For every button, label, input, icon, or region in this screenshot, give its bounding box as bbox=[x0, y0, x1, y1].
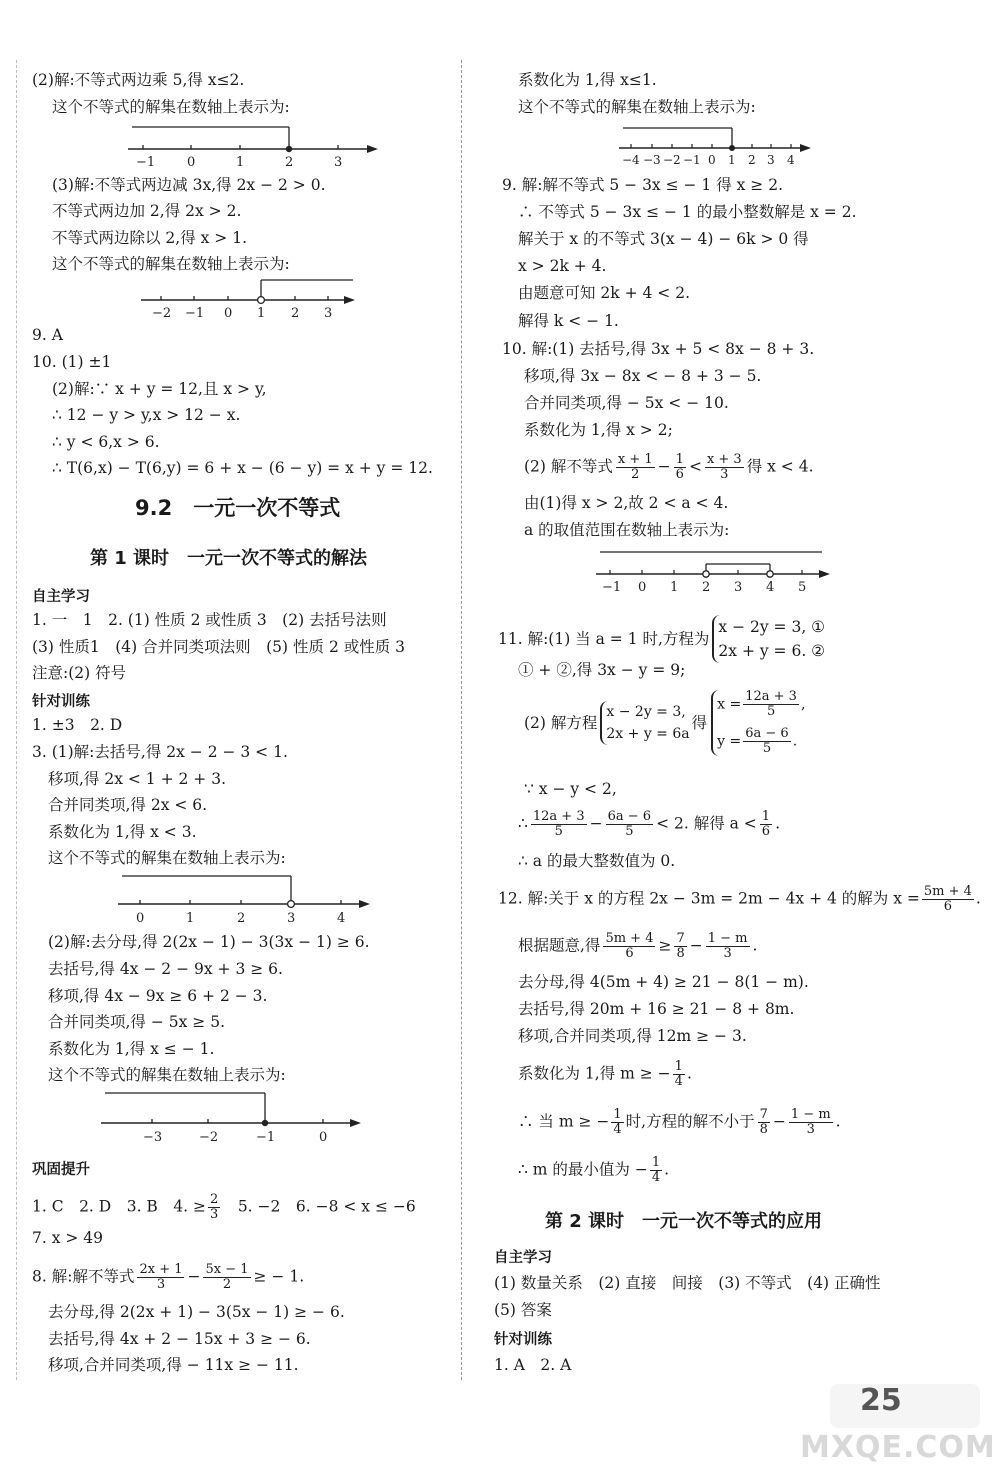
fraction-numerator: 12a + 3 bbox=[532, 809, 585, 824]
fraction bbox=[208, 1193, 220, 1222]
q12-prefix: 12. 解:关于 x 的方程 2x − 3m = 2m − 4x + 4 的解为 x = bbox=[498, 889, 920, 908]
tick-label: 2 bbox=[748, 153, 756, 167]
text-line bbox=[518, 1156, 669, 1185]
text-line bbox=[498, 615, 825, 663]
fraction-numerator: 2x + 1 bbox=[139, 1262, 183, 1277]
text-line: 合并同类项,得 − 5x ≥ 5. bbox=[48, 1013, 226, 1031]
text-line: ∴ 12 − y > y,x > 12 − x. bbox=[52, 406, 241, 424]
fraction-numerator: 5m + 4 bbox=[923, 884, 972, 899]
tick-label: −1 bbox=[256, 1130, 276, 1145]
text-line: 1. 一 1 2. (1) 性质 2 或性质 3 (2) 去括号法则 bbox=[32, 611, 387, 629]
section-title: 9.2 一元一次不等式 bbox=[135, 496, 341, 520]
text-line: 移项,得 3x − 8x < − 8 + 3 − 5. bbox=[524, 367, 762, 385]
q10b-prefix: (2) 解不等式 bbox=[524, 457, 613, 476]
section-label: 自主学习 bbox=[494, 1250, 552, 1266]
text-line: 这个不等式的解集在数轴上表示为: bbox=[518, 98, 756, 116]
therefore: ∴ bbox=[518, 814, 528, 833]
number-line bbox=[120, 118, 390, 170]
tick-label: −1 bbox=[185, 306, 205, 321]
text-line: (2)解:∵ x + y = 12,且 x > y, bbox=[52, 380, 267, 398]
operator: − bbox=[772, 1112, 786, 1131]
tick-label: 1 bbox=[186, 911, 195, 926]
text-line: 去分母,得 2(2x + 1) − 3(5x − 1) ≥ − 6. bbox=[48, 1303, 345, 1321]
text-line: x > 2k + 4. bbox=[518, 257, 607, 275]
tick-label: 2 bbox=[237, 911, 246, 926]
fraction bbox=[706, 932, 750, 961]
punct: . bbox=[835, 1112, 841, 1131]
operator: − bbox=[689, 936, 703, 955]
fraction-numerator: 1 bbox=[651, 1155, 661, 1170]
watermark: MXQE.COM bbox=[800, 1430, 996, 1465]
fraction bbox=[673, 1060, 685, 1089]
tick-label: 4 bbox=[337, 911, 346, 926]
fraction-numerator: 1 − m bbox=[707, 931, 748, 946]
text-line: (1) 数量关系 (2) 直接 间接 (3) 不等式 (4) 正确性 bbox=[494, 1274, 881, 1292]
tick-label: 3 bbox=[767, 153, 775, 167]
text-line: 系数化为 1,得 x < 3. bbox=[48, 823, 197, 841]
solution-row bbox=[717, 690, 805, 719]
text-line: ∴ T(6,x) − T(6,y) = 6 + x − (6 − y) = x + y = 12. bbox=[52, 459, 433, 477]
section-label: 针对训练 bbox=[32, 694, 90, 710]
tick-label: 2 bbox=[285, 155, 294, 170]
lhs: x = bbox=[717, 696, 742, 713]
operator: ≥ bbox=[658, 936, 672, 955]
section-label: 自主学习 bbox=[32, 589, 90, 605]
fraction bbox=[758, 1108, 770, 1137]
tick-label: −2 bbox=[152, 306, 172, 321]
fraction-numerator: 1 bbox=[674, 1059, 683, 1074]
tick-label: −2 bbox=[663, 153, 681, 167]
tick-label: 1 bbox=[728, 153, 736, 167]
punct: . bbox=[975, 889, 981, 908]
fraction bbox=[203, 1263, 250, 1292]
fraction-denominator: 3 bbox=[723, 946, 732, 961]
fraction-numerator: 1 − m bbox=[790, 1107, 831, 1122]
tick-label: 3 bbox=[334, 155, 343, 170]
fraction-numerator: 12a + 3 bbox=[745, 689, 797, 704]
tick-label: 0 bbox=[708, 153, 716, 167]
fraction-denominator: 4 bbox=[651, 1170, 661, 1185]
operator: − bbox=[657, 457, 671, 476]
text-line: 移项,合并同类项,得 12m ≥ − 3. bbox=[518, 1027, 747, 1045]
fraction-numerator: 7 bbox=[676, 931, 685, 946]
fraction bbox=[705, 453, 744, 482]
fraction-numerator: 5x − 1 bbox=[205, 1262, 249, 1277]
equation-system bbox=[712, 615, 825, 663]
q12-coef: 系数化为 1,得 m ≥ − bbox=[518, 1064, 671, 1083]
fraction-denominator: 3 bbox=[720, 467, 729, 482]
q11-prefix: 11. 解:(1) 当 a = 1 时,方程为 bbox=[498, 630, 710, 648]
equation: x − 2y = 3, bbox=[606, 704, 686, 720]
fraction-denominator: 5 bbox=[554, 824, 563, 839]
q12-when-mid: 时,方程的解不小于 bbox=[625, 1112, 755, 1131]
solution-system bbox=[711, 690, 805, 756]
tick-label: 4 bbox=[787, 153, 795, 167]
fraction-denominator: 3 bbox=[210, 1207, 219, 1222]
text-line: (2)解:不等式两边乘 5,得 x≤2. bbox=[32, 71, 245, 89]
fraction-denominator: 5 bbox=[762, 741, 772, 756]
tick-label: −4 bbox=[622, 153, 640, 167]
fraction-denominator: 6 bbox=[761, 824, 771, 839]
text-line: ∴ a 的最大整数值为 0. bbox=[518, 852, 676, 870]
lhs: y = bbox=[717, 733, 742, 750]
q12-when: ∴ 当 m ≥ − bbox=[518, 1112, 610, 1131]
fraction-denominator: 5 bbox=[625, 824, 634, 839]
fraction-denominator: 2 bbox=[222, 1277, 232, 1292]
tick-label: 3 bbox=[287, 911, 296, 926]
fraction bbox=[674, 453, 686, 482]
text-line: 去括号,得 4x − 2 − 9x + 3 ≥ 6. bbox=[48, 960, 283, 978]
text-line: 这个不等式的解集在数轴上表示为: bbox=[52, 98, 290, 116]
fraction-denominator: 3 bbox=[806, 1122, 815, 1137]
text-line: 不等式两边加 2,得 2x > 2. bbox=[52, 202, 242, 220]
fraction-numerator: 1 bbox=[675, 452, 684, 467]
fraction-numerator: 7 bbox=[759, 1107, 768, 1122]
text-line bbox=[32, 1193, 416, 1222]
tick-label: −1 bbox=[683, 153, 701, 167]
fraction-denominator: 4 bbox=[613, 1122, 622, 1137]
operator: − bbox=[589, 814, 603, 833]
equation-system bbox=[600, 701, 689, 745]
fraction bbox=[922, 885, 974, 914]
text-line: 系数化为 1,得 x ≤ − 1. bbox=[48, 1040, 215, 1058]
fraction bbox=[606, 810, 653, 839]
text-line: 3. (1)解:去括号,得 2x − 2 − 3 < 1. bbox=[32, 743, 288, 761]
tick-label: −3 bbox=[143, 1130, 163, 1145]
fraction bbox=[137, 1263, 184, 1292]
text-line: 由(1)得 x > 2,故 2 < a < 4. bbox=[524, 494, 729, 512]
fraction bbox=[674, 932, 686, 961]
fraction bbox=[743, 690, 799, 719]
fraction bbox=[603, 932, 655, 961]
fraction-denominator: 3 bbox=[156, 1277, 166, 1292]
text-line bbox=[524, 453, 814, 482]
text-line: 1. ±3 2. D bbox=[32, 716, 123, 734]
text-line: 10. 解:(1) 去括号,得 3x + 5 < 8x − 8 + 3. bbox=[502, 340, 815, 358]
text-line: 系数化为 1,得 x≤1. bbox=[518, 71, 657, 89]
punct: . bbox=[775, 814, 780, 833]
operator: < bbox=[688, 457, 702, 476]
punct: , bbox=[800, 696, 806, 713]
fraction-denominator: 6 bbox=[625, 946, 634, 961]
tick-label: 2 bbox=[702, 580, 711, 595]
tick-label: 0 bbox=[224, 306, 233, 321]
fraction-denominator: 8 bbox=[676, 946, 685, 961]
text-line: ∴ y < 6,x > 6. bbox=[52, 433, 160, 451]
fraction-numerator: 2 bbox=[210, 1192, 219, 1207]
number-line bbox=[615, 122, 820, 170]
text-line bbox=[518, 810, 780, 839]
punct: . bbox=[686, 1064, 692, 1083]
fraction-denominator: 8 bbox=[759, 1122, 768, 1137]
q12-min: ∴ m 的最小值为 − bbox=[518, 1160, 648, 1179]
text-line: 7. x > 49 bbox=[32, 1229, 104, 1247]
tick-label: 1 bbox=[257, 306, 266, 321]
text-line: (2)解:去分母,得 2(2x − 1) − 3(3x − 1) ≥ 6. bbox=[48, 933, 370, 951]
equation: 2x + y = 6. ② bbox=[718, 642, 826, 660]
tick-label: −3 bbox=[643, 153, 661, 167]
tick-label: 1 bbox=[236, 155, 245, 170]
equation: 2x + y = 6a bbox=[606, 726, 690, 742]
text-line: 由题意可知 2k + 4 < 2. bbox=[518, 284, 691, 302]
watermark-badge bbox=[830, 1384, 980, 1428]
section-label: 针对训练 bbox=[494, 1332, 552, 1348]
text-line: 系数化为 1,得 x > 2; bbox=[524, 421, 673, 439]
fraction-denominator: 6 bbox=[943, 899, 953, 914]
text-line bbox=[518, 1108, 841, 1137]
text-line: 合并同类项,得 − 5x < − 10. bbox=[524, 394, 729, 412]
text-line: ∵ x − y < 2, bbox=[524, 780, 617, 798]
text-line: 这个不等式的解集在数轴上表示为: bbox=[48, 849, 286, 867]
fraction bbox=[743, 727, 790, 756]
punct: . bbox=[792, 733, 798, 750]
text-line: 这个不等式的解集在数轴上表示为: bbox=[52, 255, 290, 273]
text-line bbox=[518, 1060, 692, 1089]
fraction-denominator: 5 bbox=[766, 704, 776, 719]
tick-label: 0 bbox=[319, 1130, 328, 1145]
text-line: 移项,得 4x − 9x ≥ 6 + 2 − 3. bbox=[48, 987, 268, 1005]
text-line bbox=[518, 932, 757, 961]
fraction-numerator: x + 3 bbox=[706, 452, 742, 467]
q12-l2-prefix: 根据题意,得 bbox=[518, 936, 601, 955]
punct: . bbox=[664, 1160, 670, 1179]
q11-mid: < 2. 解得 a < bbox=[656, 814, 757, 833]
fraction-numerator: 6a − 6 bbox=[745, 726, 789, 741]
text-line: (3)解:不等式两边减 3x,得 2x − 2 > 0. bbox=[52, 176, 326, 194]
text-line: ∴ 不等式 5 − 3x ≤ − 1 的最小整数解是 x = 2. bbox=[518, 203, 857, 221]
text-line: 解关于 x 的不等式 3(x − 4) − 6k > 0 得 bbox=[518, 230, 809, 248]
page-number: 25 bbox=[860, 1383, 902, 1418]
text-line: 不等式两边除以 2,得 x > 1. bbox=[52, 229, 248, 247]
fraction-numerator: x + 1 bbox=[617, 452, 653, 467]
fraction bbox=[650, 1156, 662, 1185]
fraction bbox=[611, 1108, 623, 1137]
fraction-denominator: 6 bbox=[675, 467, 684, 482]
tick-label: 0 bbox=[136, 911, 145, 926]
tick-label: 0 bbox=[187, 155, 196, 170]
text-line: 去括号,得 20m + 16 ≥ 21 − 8 + 8m. bbox=[518, 1000, 795, 1018]
fraction-denominator: 4 bbox=[674, 1074, 683, 1089]
lesson-title: 第 1 课时 一元一次不等式的解法 bbox=[90, 548, 368, 569]
text-line bbox=[32, 1263, 304, 1292]
lesson-title: 第 2 课时 一元一次不等式的应用 bbox=[545, 1211, 823, 1232]
text-line: 1. A 2. A bbox=[494, 1356, 572, 1374]
text-line: 10. (1) ±1 bbox=[32, 353, 112, 371]
number-line bbox=[95, 1085, 375, 1145]
fraction-denominator: 2 bbox=[631, 467, 640, 482]
tick-label: 1 bbox=[670, 580, 679, 595]
text-line: 注意:(2) 符号 bbox=[32, 664, 127, 682]
tick-label: 2 bbox=[291, 306, 300, 321]
section-label: 巩固提升 bbox=[32, 1162, 90, 1178]
operator: − bbox=[187, 1267, 201, 1286]
text-line: 去分母,得 4(5m + 4) ≥ 21 − 8(1 − m). bbox=[518, 973, 809, 991]
text-line: 解得 k < − 1. bbox=[518, 312, 619, 330]
text-line: 移项,得 2x < 1 + 2 + 3. bbox=[48, 770, 226, 788]
tick-label: −1 bbox=[136, 155, 156, 170]
tick-label: 5 bbox=[798, 580, 807, 595]
text-line: 9. A bbox=[32, 326, 63, 344]
q10b-tail: 得 x < 4. bbox=[746, 457, 814, 476]
equation: x − 2y = 3, ① bbox=[718, 618, 826, 636]
q11b-get: 得 bbox=[691, 714, 708, 732]
q8-tail: ≥ − 1. bbox=[253, 1267, 305, 1286]
fraction-numerator: 1 bbox=[613, 1107, 622, 1122]
tick-label: 4 bbox=[766, 580, 775, 595]
q11b-prefix: (2) 解方程 bbox=[524, 714, 598, 732]
text-line: a 的取值范围在数轴上表示为: bbox=[524, 521, 730, 539]
text-line: (5) 答案 bbox=[494, 1301, 552, 1319]
number-line bbox=[112, 870, 382, 926]
punct: . bbox=[752, 936, 758, 955]
text-line: 去括号,得 4x + 2 − 15x + 3 ≥ − 6. bbox=[48, 1330, 311, 1348]
text-line: 这个不等式的解集在数轴上表示为: bbox=[48, 1066, 286, 1084]
fraction-numerator: 5m + 4 bbox=[605, 931, 654, 946]
answers-tail: 5. −2 6. −8 < x ≤ −6 bbox=[222, 1197, 416, 1216]
text-line bbox=[498, 885, 981, 914]
tick-label: −1 bbox=[602, 580, 622, 595]
fraction bbox=[789, 1108, 833, 1137]
binding-edge bbox=[16, 60, 17, 1380]
fraction bbox=[531, 810, 587, 839]
number-line bbox=[592, 545, 842, 597]
tick-label: 3 bbox=[324, 306, 333, 321]
text-line: 合并同类项,得 2x < 6. bbox=[48, 796, 208, 814]
fraction-numerator: 1 bbox=[761, 809, 771, 824]
fraction bbox=[760, 810, 772, 839]
solution-row bbox=[717, 727, 805, 756]
text-line: 移项,合并同类项,得 − 11x ≥ − 11. bbox=[48, 1356, 299, 1374]
tick-label: 0 bbox=[638, 580, 647, 595]
text-line bbox=[524, 690, 805, 756]
text-line: ① + ②,得 3x − y = 9; bbox=[518, 661, 686, 679]
fraction-numerator: 6a − 6 bbox=[607, 809, 652, 824]
text-line: (3) 性质1 (4) 合并同类项法则 (5) 性质 2 或性质 3 bbox=[32, 638, 406, 656]
tick-label: −2 bbox=[199, 1130, 219, 1145]
fraction bbox=[616, 453, 655, 482]
text-line: 9. 解:解不等式 5 − 3x ≤ − 1 得 x ≥ 2. bbox=[502, 176, 784, 194]
answers: 1. C 2. D 3. B 4. ≥ bbox=[32, 1197, 207, 1216]
number-line bbox=[135, 272, 365, 322]
tick-label: 3 bbox=[734, 580, 743, 595]
q8-prefix: 8. 解:解不等式 bbox=[32, 1267, 135, 1286]
column-divider bbox=[461, 60, 462, 1380]
